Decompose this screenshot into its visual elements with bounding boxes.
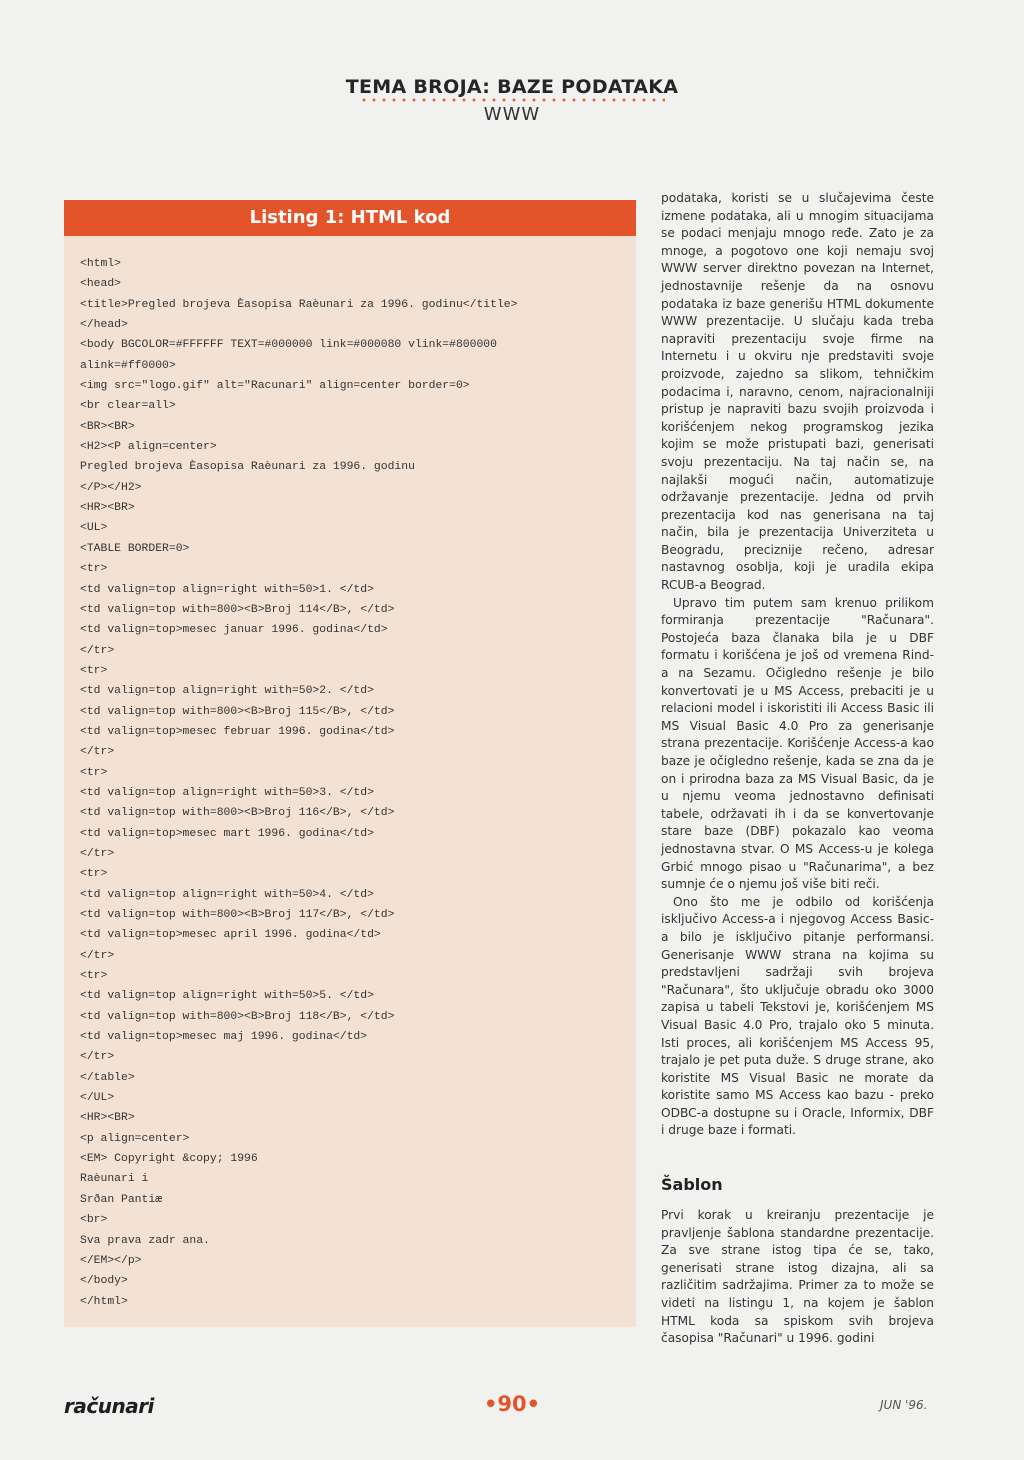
section-title: TEMA BROJA: BAZE PODATAKA [345,76,679,98]
paragraph: Upravo tim putem sam krenuo prilikom formiranja prezentacije "Računara". Postojeća baza članaka bila je u DBF formatu i korišćena je još od vremena Rind-a na Sezamu. Očigledno rešenje je bilo konvertovati je u MS Access, prebaciti je u relacioni model i iskoristiti ili Access Basic ili MS Visual Basic 4.0 Pro za generisanje strana prezentacije. Korišćenje Access-a kao baze je očigledno rešenje, kada se zna da je on i prirodna baza za MS Visual Basic, da je u njemu veoma jednostavno definisati tabele, održavati ih i da se konvertovanje stare baze (DBF) pokazalo kao veoma jednostavna stvar. O MS Access-u je kolega Grbić mnogo pisao u "Računarima", a bez sumnje će o njemu još više biti reči. [661,595,934,892]
magazine-logo: računari [64,1394,154,1418]
section-heading: Šablon [661,1175,723,1194]
page-header [0,76,1024,125]
listing-code: <html> <head> <title>Pregled brojeva Èasopisa Raèunari za 1996. godinu</title> </head> <body BGCOLOR=#FFFFFF TEXT=#000000 link=#000080 vlink=#800000 alink=#ff0000> <img src="logo.gif" alt="Racunari" align=center border=0> <br clear=all> <BR><BR> <H2><P align=center> Pregled brojeva Èasopisa Raèunari za 1996. godinu </P></H2> <HR><BR> <UL> <TABLE BORDER=0> <tr> <td valign=top align=right with=50>1. </td> <td valign=top with=800><B>Broj 114</B>, </td> <td valign=top>mesec januar 1996. godina</td> </tr> <tr> <td valign=top align=right with=50>2. </td> <td valign=top with=800><B>Broj 115</B>, </td> <td valign=top>mesec februar 1996. godina</td> </tr> <tr> <td valign=top align=right with=50>3. </td> <td valign=top with=800><B>Broj 116</B>, </td> <td valign=top>mesec mart 1996. godina</td> </tr> <tr> <td valign=top align=right with=50>4. </td> <td valign=top with=800><B>Broj 117</B>, </td> <td valign=top>mesec april 1996. godina</td> </tr> <tr> <td valign=top align=right with=50>5. </td> <td valign=top with=800><B>Broj 118</B>, </td> <td valign=top>mesec maj 1996. godina</td> </tr> </table> </UL> <HR><BR> <p align=center> <EM> Copyright &copy; 1996 Raèunari i Srðan Pantiæ <br> Sva prava zadr ana. </EM></p> </body> </html> [80,258,518,1308]
paragraph: Prvi korak u kreiranju prezentacije je pravljenje šablona standardne prezentacije. Za sve strane istog tipa će se, tako, generisati strane istog dizajna, ali sa različitim sadržajima. Primer za to može se videti na listingu 1, na kojem je šablon HTML koda sa spiskom svih brojeva časopisa "Računari" u 1996. godini [661,1208,934,1346]
section-subtitle: WWW [483,104,541,125]
code-listing [64,200,636,1327]
page-number: •90• [483,1392,541,1416]
article-column [661,190,934,1140]
article-column-continued [661,1207,934,1348]
paragraph: Ono što me je odbilo od korišćenja isključivo Access-a i njegovog Access Basic-a bilo je isključivo pitanje performansi. Generisanje WWW strana na kojima su predstavljeni sadržaji svih brojeva "Računara", što uključuje obradu oko 3000 zapisa u tabeli Tekstovi je, korišćenjem MS Visual Basic 4.0 Pro, trajalo oko 5 minuta. Isti proces, ali korišćenjem MS Access 95, trajalo je pet puta duže. S druge strane, ako koristite MS Visual Basic ne morate da koristite samo MS Access kao bazu - preko ODBC-a dostupne su i Oracle, Informix, DBF i druge baze i formati. [661,894,934,1138]
paragraph: podataka, koristi se u slučajevima česte izmene podataka, ali u mnogim situacijama se podaci menjaju mnogo ređe. Zato je za mnoge, a pogotovo one koji nemaju svoj WWW server direktno povezan na Internet, jednostavnije rešenje da na osnovu podataka iz baze generišu HTML dokumente WWW prezentacije. U slučaju kada treba napraviti prezentaciju svoje firme na Internetu i u okviru nje predstaviti svoje proizvode, zajedno sa slikom, tehničkim podacima i, naravno, cenom, najracionalniji pristup je napraviti bazu svojih proizvoda i korišćenjem nekog programskog jezika kojim se može pristupati bazi, generisati svoju prezentaciju. Na taj način se, na najlakši mogući način, automatizuje održavanje prezentacije. Jedna od prvih prezentacija kod nas generisana na taj način, bila je prezentacija Univerziteta u Beogradu, preciznije rečeno, adresar nastavnog osoblja, koji je uradila ekipa RCUB-a Beograd. [661,191,934,593]
listing-title: Listing 1: HTML kod [64,200,636,236]
issue-date: JUN '96. [880,1398,928,1412]
dotted-divider [359,98,665,102]
